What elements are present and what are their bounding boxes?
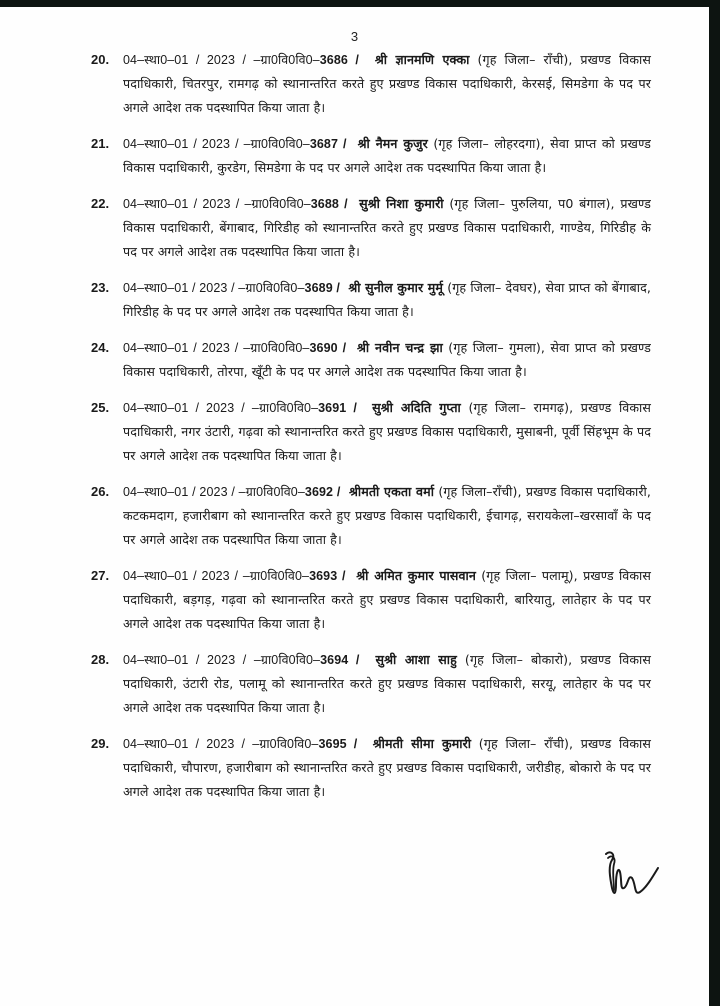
order-code: 3692 / bbox=[304, 485, 341, 499]
order-reference: 04–स्था0–01 / 2023 / –ग्रा0वि0वि0– bbox=[123, 401, 319, 415]
posting-details: (गृह जिला– लोहरदगा), सेवा प्राप्त को प्रखण्ड विकास पदाधिकारी, कुरडेग, सिमडेगा के पद पर अगले आदेश तक पदस्थापित किया जाता है। bbox=[123, 136, 651, 175]
officer-name: सुश्री आशा साहु bbox=[375, 652, 457, 667]
entry-number: 22. bbox=[91, 196, 110, 211]
entry-body bbox=[123, 336, 651, 384]
order-code: 3694 / bbox=[320, 653, 360, 667]
right-dark-border bbox=[709, 0, 720, 1006]
posting-details: (गृह जिला– रामगढ़), प्रखण्ड विकास पदाधिकारी, नगर उंटारी, गढ़वा को स्थानान्तरित करते हुए प्रखण्ड विकास पदाधिकारी, मुसाबनी, पूर्वी सिंहभूम के पद पर अगले आदेश तक पदस्थापित किया जाता है। bbox=[123, 400, 651, 463]
order-entries-list bbox=[91, 48, 651, 816]
officer-name: श्री अमित कुमार पासवान bbox=[356, 568, 476, 583]
order-entry bbox=[91, 192, 651, 264]
entry-body bbox=[123, 732, 651, 804]
officer-name: श्री नैमन कुजुर bbox=[357, 136, 428, 151]
order-entry bbox=[91, 396, 651, 468]
entry-number: 27. bbox=[91, 568, 110, 583]
order-code: 3691 / bbox=[318, 401, 357, 415]
entry-number: 21. bbox=[91, 136, 110, 151]
order-reference: 04–स्था0–01 / 2023 / –ग्रा0वि0वि0– bbox=[123, 569, 310, 583]
order-code: 3690 / bbox=[309, 341, 347, 355]
page-number: 3 bbox=[350, 29, 359, 44]
officer-name: सुश्री निशा कुमारी bbox=[359, 196, 444, 211]
entry-body bbox=[123, 396, 651, 468]
order-entry bbox=[91, 564, 651, 636]
order-entry bbox=[91, 336, 651, 384]
order-entry bbox=[91, 276, 651, 324]
order-code: 3688 / bbox=[310, 197, 348, 211]
order-reference: 04–स्था0–01 / 2023 / –ग्रा0वि0वि0– bbox=[123, 197, 311, 211]
order-entry bbox=[91, 132, 651, 180]
entry-body bbox=[123, 276, 651, 324]
entry-body bbox=[123, 564, 651, 636]
posting-details: (गृह जिला– पुरुलिया, प0 बंगाल), प्रखण्ड विकास पदाधिकारी, बेंगाबाद, गिरिडीह को स्थानान्तरित करते हुए प्रखण्ड विकास पदाधिकारी, गाण्डेय, गिरिडीह के पद पर अगले आदेश तक पदस्थापित किया जाता है। bbox=[123, 196, 651, 259]
entry-body bbox=[123, 48, 651, 120]
officer-name: श्री ज्ञानमणि एक्का bbox=[374, 52, 470, 67]
officer-name: श्री नवीन चन्द्र झा bbox=[356, 340, 443, 355]
entry-number: 24. bbox=[91, 340, 110, 355]
posting-details: (गृह जिला– बोकारो), प्रखण्ड विकास पदाधिकारी, उंटारी रोड, पलामू को स्थानान्तरित करते हुए प्रखण्ड विकास पदाधिकारी, सरयू, लातेहार के पद पर अगले आदेश तक पदस्थापित किया जाता है। bbox=[123, 652, 651, 715]
order-code: 3693 / bbox=[309, 569, 346, 583]
entry-number: 26. bbox=[91, 484, 110, 499]
entry-body bbox=[123, 132, 651, 180]
entry-number: 28. bbox=[91, 652, 110, 667]
entry-body bbox=[123, 480, 651, 552]
order-entry bbox=[91, 480, 651, 552]
order-entry bbox=[91, 732, 651, 804]
posting-details: (गृह जिला– देवघर), सेवा प्राप्त को बेंगाबाद, गिरिडीह के पद पर अगले आदेश तक पदस्थापित किया जाता है। bbox=[123, 280, 651, 319]
officer-name: सुश्री अदिति गुप्ता bbox=[372, 400, 461, 415]
entry-number: 23. bbox=[91, 280, 110, 295]
officer-name: श्री सुनील कुमार मुर्मू bbox=[348, 280, 444, 295]
order-code: 3686 / bbox=[319, 53, 359, 67]
entry-body bbox=[123, 192, 651, 264]
posting-details: (गृह जिला– राँची), प्रखण्ड विकास पदाधिकारी, चितरपुर, रामगढ़ को स्थानान्तरित करते हुए प्रखण्ड विकास पदाधिकारी, केरसई, सिमडेगा के पद पर अगले आदेश तक पदस्थापित किया जाता है। bbox=[123, 52, 651, 115]
order-reference: 04–स्था0–01 / 2023 / –ग्रा0वि0वि0– bbox=[123, 281, 305, 295]
order-reference: 04–स्था0–01 / 2023 / –ग्रा0वि0वि0– bbox=[123, 137, 310, 151]
posting-details: (गृह जिला– पलामू), प्रखण्ड विकास पदाधिकारी, बड़गड़, गढ़वा को स्थानान्तरित करते हुए प्रखण्ड विकास पदाधिकारी, बारियातु, लातेहार के पद पर अगले आदेश तक पदस्थापित किया जाता है। bbox=[123, 568, 651, 631]
order-reference: 04–स्था0–01 / 2023 / –ग्रा0वि0वि0– bbox=[123, 53, 320, 67]
order-reference: 04–स्था0–01 / 2023 / –ग्रा0वि0वि0– bbox=[123, 341, 310, 355]
entry-number: 25. bbox=[91, 400, 110, 415]
top-dark-border bbox=[0, 0, 720, 7]
order-entry bbox=[91, 648, 651, 720]
order-code: 3687 / bbox=[309, 137, 347, 151]
signature-mark bbox=[602, 848, 662, 900]
entry-number: 20. bbox=[91, 52, 110, 67]
officer-name: श्रीमती एकता वर्मा bbox=[348, 484, 435, 499]
entry-number: 29. bbox=[91, 736, 110, 751]
entry-body bbox=[123, 648, 651, 720]
order-code: 3695 / bbox=[318, 737, 358, 751]
order-reference: 04–स्था0–01 / 2023 / –ग्रा0वि0वि0– bbox=[123, 485, 305, 499]
order-code: 3689 / bbox=[304, 281, 340, 295]
posting-details: (गृह जिला– राँची), प्रखण्ड विकास पदाधिकारी, चौपारण, हजारीबाग को स्थानान्तरित करते हुए प्रखण्ड विकास पदाधिकारी, जरीडीह, बोकारो के पद पर अगले आदेश तक पदस्थापित किया जाता है। bbox=[123, 736, 651, 799]
posting-details: (गृह जिला– गुमला), सेवा प्राप्त को प्रखण्ड विकास पदाधिकारी, तोरपा, खूँटी के पद पर अगले आदेश तक पदस्थापित किया जाता है। bbox=[123, 340, 651, 379]
posting-details: (गृह जिला–राँची), प्रखण्ड विकास पदाधिकारी, कटकमदाग, हजारीबाग को स्थानान्तरित करते हुए प्रखण्ड विकास पदाधिकारी, ईचागढ़, सरायकेला–खरसावाँ के पद पर अगले आदेश तक पदस्थापित किया जाता है। bbox=[123, 484, 651, 547]
officer-name: श्रीमती सीमा कुमारी bbox=[372, 736, 472, 751]
order-entry bbox=[91, 48, 651, 120]
order-reference: 04–स्था0–01 / 2023 / –ग्रा0वि0वि0– bbox=[123, 737, 319, 751]
order-reference: 04–स्था0–01 / 2023 / –ग्रा0वि0वि0– bbox=[123, 653, 321, 667]
